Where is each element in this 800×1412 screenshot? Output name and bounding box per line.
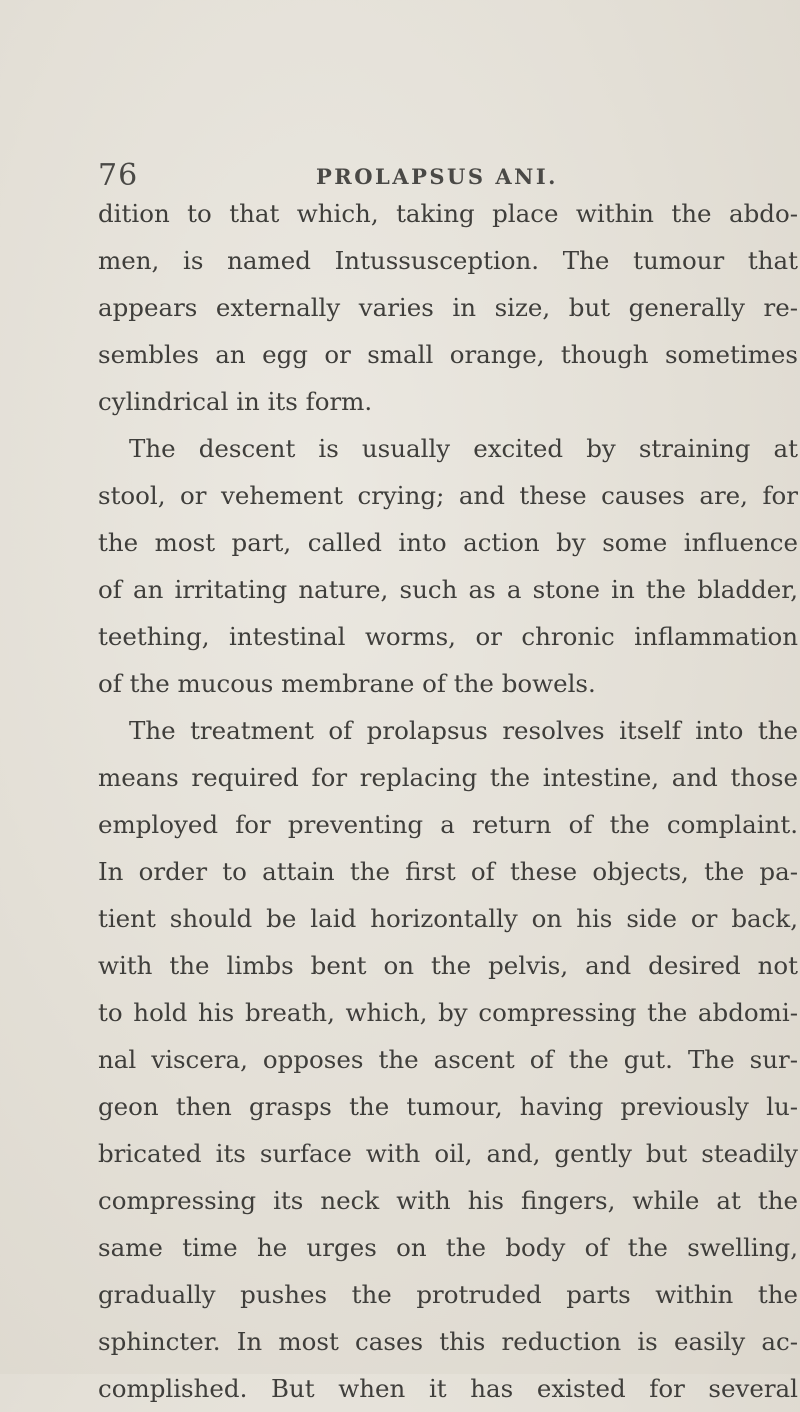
text-line: sembles an egg or small orange, though sometimes [98,340,798,369]
text-line: with the limbs bent on the pelvis, and desired not [98,951,798,980]
text-line: compressing its neck with his fingers, while at the [98,1186,798,1215]
text-line: teething, intestinal worms, or chronic inflammation [98,622,798,651]
text-line: same time he urges on the body of the swelling, [98,1233,798,1262]
text-line: dition to that which, taking place within the abdo- [98,199,798,228]
text-line: geon then grasps the tumour, having previously lu- [98,1092,798,1121]
running-title: PROLAPSUS ANI. [316,164,558,189]
text-line: nal viscera, opposes the ascent of the gut. The sur- [98,1045,798,1074]
text-line: sphincter. In most cases this reduction is easily ac- [98,1327,798,1356]
text-line: gradually pushes the protruded parts within the [98,1280,798,1309]
text-line: complished. But when it has existed for several [98,1374,798,1403]
text-line: cylindrical in its form. [98,387,373,416]
text-line: The treatment of prolapsus resolves itself into the [129,716,798,745]
body-text [98,190,798,1412]
text-line: to hold his breath, which, by compressing the abdomi- [98,998,798,1027]
text-line: bricated its surface with oil, and, gently but steadily [98,1139,798,1168]
text-line: The descent is usually excited by straining at [129,434,798,463]
text-line: men, is named Intussusception. The tumour that [98,246,798,275]
text-line: employed for preventing a return of the complaint. [98,810,798,839]
text-line: means required for replacing the intestine, and those [98,763,798,792]
page-number: 76 [98,158,139,193]
text-line: of an irritating nature, such as a stone in the bladder, [98,575,798,604]
text-line: stool, or vehement crying; and these causes are, for [98,481,798,510]
text-line: tient should be laid horizontally on his side or back, [98,904,798,933]
running-head [98,158,738,194]
text-line: appears externally varies in size, but generally re- [98,293,798,322]
text-line: the most part, called into action by some influence [98,528,798,557]
text-line: In order to attain the first of these objects, the pa- [98,857,798,886]
text-line: of the mucous membrane of the bowels. [98,669,596,698]
